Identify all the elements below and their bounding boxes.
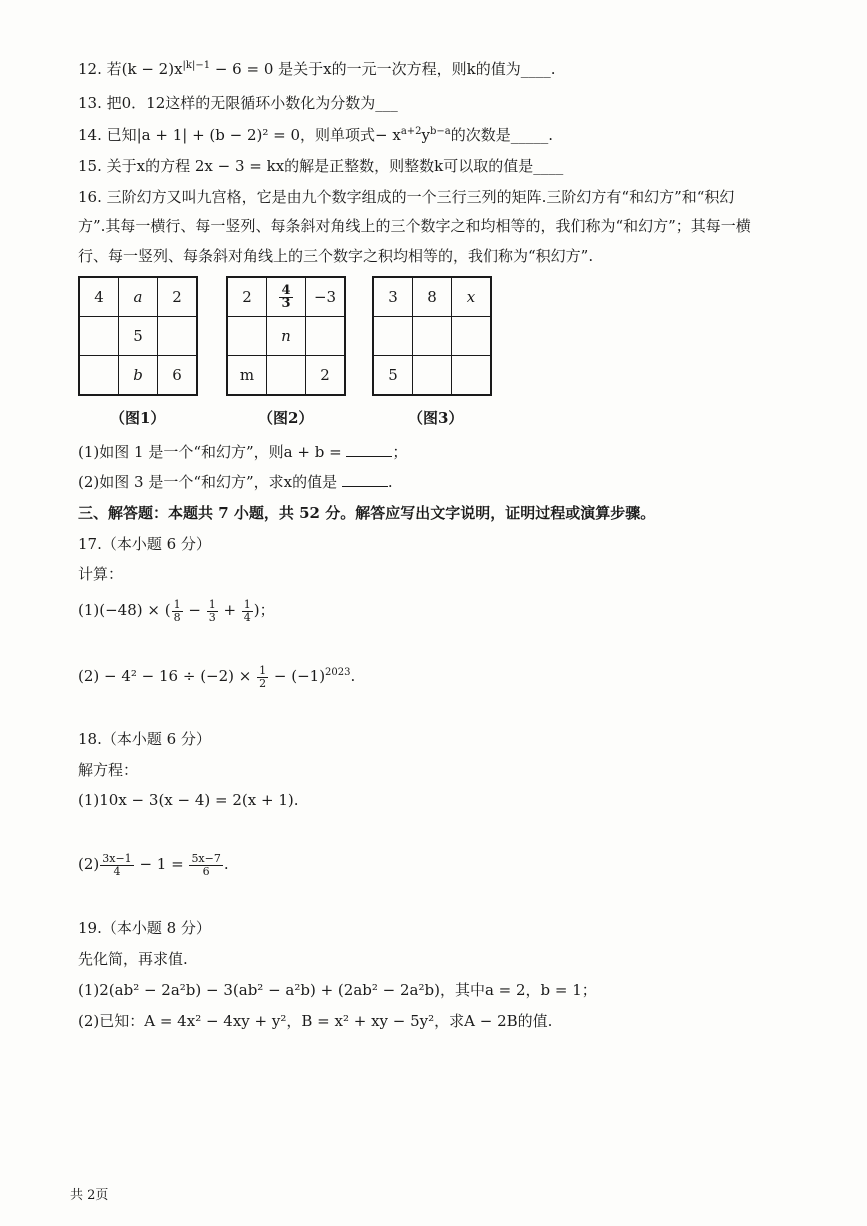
grid1-cell: 4 bbox=[79, 277, 119, 317]
question-16-line-1: 16. 三阶幻方又叫九宫格，它是由九个数字组成的一个三行三列的矩阵.三阶幻方有“和幻方”和“积幻 bbox=[78, 188, 735, 206]
question-19-part-2: (2)已知：A = 4x² − 4xy + y²，B = x² + xy − 5y²，求A − 2B的值. bbox=[78, 1012, 553, 1030]
q17-1-post: )； bbox=[253, 601, 275, 619]
fraction bbox=[100, 853, 133, 878]
q14-text-mid: y bbox=[421, 126, 431, 144]
grid3-cell: 8 bbox=[413, 277, 452, 317]
grid2-cell bbox=[267, 356, 306, 396]
grid3-cell bbox=[413, 317, 452, 356]
fraction bbox=[242, 599, 253, 624]
q18-2-mid: − 1 = bbox=[134, 855, 189, 873]
q16-1-end: ； bbox=[392, 443, 408, 461]
frac-num: 5x−7 bbox=[191, 851, 221, 865]
q17-2-post: . bbox=[350, 667, 356, 685]
fraction bbox=[207, 599, 218, 624]
question-17-instruction: 计算： bbox=[78, 565, 124, 583]
question-18-part-2 bbox=[78, 850, 229, 878]
grid2-cell: −3 bbox=[306, 277, 346, 317]
grid3-cell bbox=[452, 356, 492, 396]
grid2-cell: 2 bbox=[306, 356, 346, 396]
frac-den: 3 bbox=[208, 610, 216, 624]
q14-exponent-1: a+2 bbox=[400, 126, 422, 137]
q16-2-text: (2)如图 3 是一个“和幻方”，求x的值是 bbox=[78, 473, 342, 491]
grid2-caption: （图2） bbox=[258, 409, 314, 427]
q16-1-text: (1)如图 1 是一个“和幻方”，则a + b = bbox=[78, 443, 347, 461]
grid2-frac-den: 3 bbox=[281, 295, 291, 311]
answer-blank bbox=[346, 442, 392, 457]
grid1-cell bbox=[79, 317, 119, 356]
magic-square-2 bbox=[226, 276, 346, 396]
q14-text-pre: 14. 已知|a + 1| + (b − 2)² = 0，则单项式− x bbox=[78, 126, 401, 144]
q18-2-post: . bbox=[223, 855, 229, 873]
question-17-title: 17.（本小题 6 分） bbox=[78, 535, 211, 553]
section-3-heading: 三、解答题：本题共 7 小题，共 52 分。解答应写出文字说明，证明过程或演算步骤。 bbox=[78, 504, 656, 522]
grid3-cell bbox=[373, 317, 413, 356]
q12-text-pre: 12. 若(k − 2)x bbox=[78, 60, 183, 78]
frac-den: 2 bbox=[259, 676, 267, 690]
question-16-line-3: 行、每一竖列、每条斜对角线上的三个数字之积均相等的，我们称为“积幻方”. bbox=[78, 247, 594, 265]
frac-num: 3x−1 bbox=[102, 851, 132, 865]
question-16-part-2 bbox=[78, 471, 393, 493]
question-18-part-1: (1)10x − 3(x − 4) = 2(x + 1). bbox=[78, 791, 299, 809]
grid1-cell: 6 bbox=[158, 356, 198, 396]
question-15: 15. 关于x的方程 2x − 3 = kx的解是正整数，则整数k可以取的值是____ bbox=[78, 157, 564, 175]
q16-2-end: . bbox=[387, 473, 393, 491]
frac-num: 1 bbox=[259, 663, 267, 677]
question-19-instruction: 先化简，再求值. bbox=[78, 950, 188, 968]
q12-exponent: |k|−1 bbox=[182, 60, 211, 71]
grid1-cell: 5 bbox=[119, 317, 158, 356]
magic-square-1 bbox=[78, 276, 198, 396]
grid2-cell: m bbox=[227, 356, 267, 396]
frac-den: 4 bbox=[243, 610, 251, 624]
grid3-caption: （图3） bbox=[408, 409, 464, 427]
fraction bbox=[257, 665, 268, 690]
frac-den: 8 bbox=[173, 610, 181, 624]
question-16-line-2: 方”.其每一横行、每一竖列、每条斜对角线上的三个数字之和均相等的，我们称为“和幻方”；其每一横 bbox=[78, 217, 751, 235]
question-17-part-1: (1)(−48) × ( $\frac{1}{8}$ − $\frac{1}{3}$ + $\frac{1}{4}$ )； bbox=[78, 597, 275, 624]
grid1-cell: b bbox=[119, 356, 158, 396]
question-19-title: 19.（本小题 8 分） bbox=[78, 919, 211, 937]
grid3-cell bbox=[452, 317, 492, 356]
grid3-cell: 3 bbox=[373, 277, 413, 317]
grid2-cell bbox=[227, 317, 267, 356]
fraction bbox=[189, 853, 222, 878]
grid3-cell: 5 bbox=[373, 356, 413, 396]
grid1-cell bbox=[158, 317, 198, 356]
grid1-cell bbox=[79, 356, 119, 396]
question-18-instruction: 解方程： bbox=[78, 761, 139, 779]
grid3-cell bbox=[413, 356, 452, 396]
question-16-part-1 bbox=[78, 441, 407, 463]
q17-1-pre: (1)(−48) × ( bbox=[78, 601, 171, 619]
frac-num: 1 bbox=[208, 597, 216, 611]
grid2-frac-num: 4 bbox=[281, 282, 291, 298]
q17-2-pre: (2) − 4² − 16 ÷ (−2) × bbox=[78, 667, 257, 685]
q18-2-pre: (2) bbox=[78, 855, 100, 873]
magic-square-3 bbox=[372, 276, 492, 396]
question-14 bbox=[78, 124, 553, 146]
answer-blank bbox=[342, 472, 388, 487]
question-17-part-2 bbox=[78, 662, 355, 690]
grid1-caption: （图1） bbox=[110, 409, 166, 427]
grid2-cell: n bbox=[267, 317, 306, 356]
page-footer: 共 2页 bbox=[70, 1188, 109, 1203]
frac-den: 4 bbox=[113, 864, 121, 878]
question-19-part-1: (1)2(ab² − 2a²b) − 3(ab² − a²b) + (2ab² − 2a²b)，其中a = 2，b = 1； bbox=[78, 981, 597, 999]
q14-text-post: 的次数是_____. bbox=[450, 126, 554, 144]
q12-text-post: − 6 = 0 是关于x的一元一次方程，则k的值为____. bbox=[210, 60, 556, 78]
grid2-cell-fraction bbox=[267, 277, 306, 317]
frac-num: 1 bbox=[173, 597, 181, 611]
grid3-cell: x bbox=[452, 277, 492, 317]
question-13: 13. 把0．12这样的无限循环小数化为分数为___ bbox=[78, 94, 398, 112]
q14-exponent-2: b−a bbox=[430, 126, 451, 137]
q17-2-exponent: 2023 bbox=[325, 667, 351, 678]
question-12 bbox=[78, 58, 555, 80]
frac-den: 6 bbox=[202, 864, 210, 878]
q17-2-mid: − (−1) bbox=[269, 667, 326, 685]
frac-num: 1 bbox=[243, 597, 251, 611]
grid1-cell: 2 bbox=[158, 277, 198, 317]
fraction bbox=[172, 599, 183, 624]
question-18-title: 18.（本小题 6 分） bbox=[78, 730, 211, 748]
grid2-cell: 2 bbox=[227, 277, 267, 317]
grid2-cell bbox=[306, 317, 346, 356]
grid1-cell: a bbox=[119, 277, 158, 317]
